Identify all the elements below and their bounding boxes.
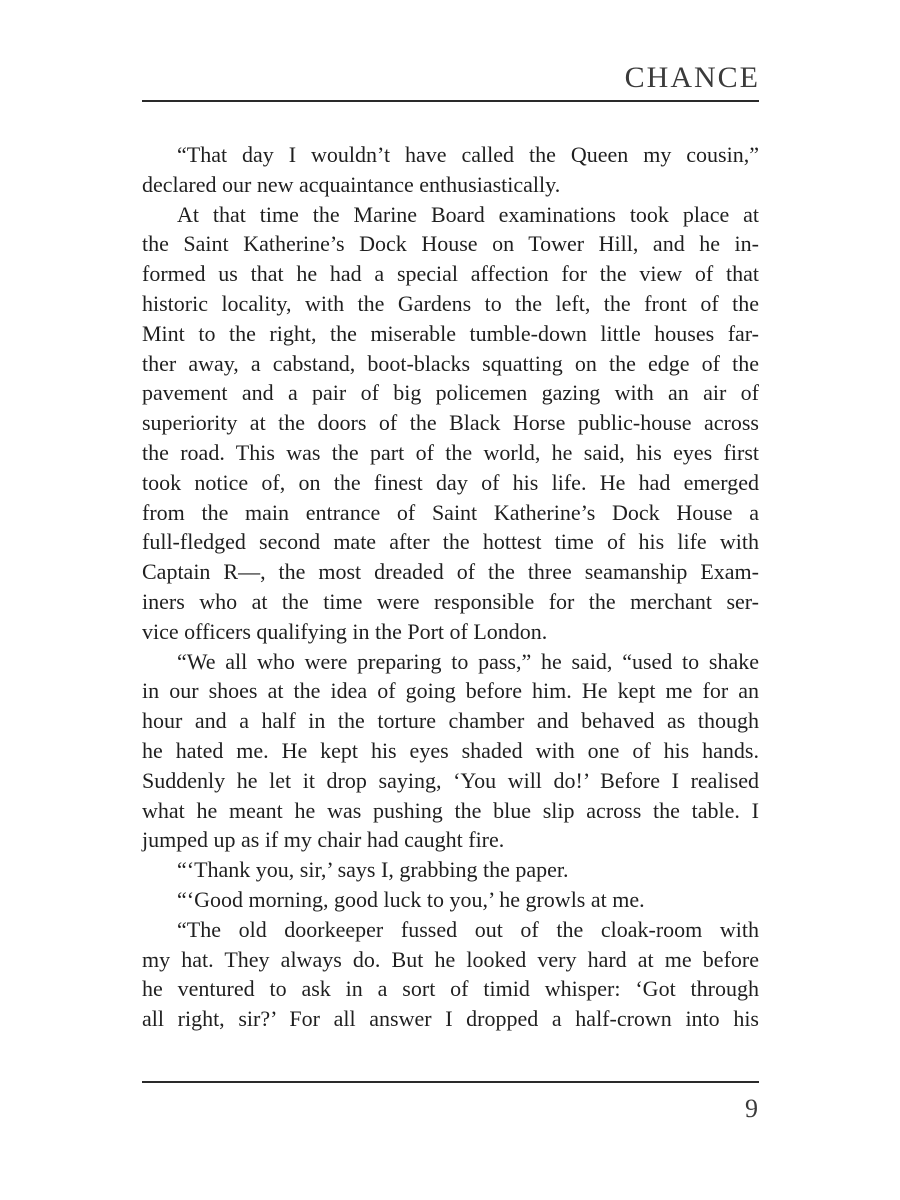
header-rule bbox=[142, 100, 759, 102]
text-line: historic locality, with the Gardens to the left, the front of the bbox=[142, 290, 759, 316]
text-line: from the main entrance of Saint Katherine’s Dock House a bbox=[142, 499, 759, 525]
paragraph bbox=[142, 647, 759, 856]
text-line: superiority at the doors of the Black Horse public-house across bbox=[142, 410, 759, 436]
footer-rule bbox=[142, 1081, 759, 1083]
text-line: declared our new acquaintance enthusiastically. bbox=[142, 171, 561, 197]
text-line: jumped up as if my chair had caught fire. bbox=[142, 827, 505, 853]
text-line: all right, sir?’ For all answer I dropped a half-crown into his bbox=[142, 1006, 759, 1032]
paragraph bbox=[142, 140, 759, 200]
text-line: formed us that he had a special affection for the view of that bbox=[142, 261, 759, 287]
text-line: hour and a half in the torture chamber and behaved as though bbox=[142, 708, 759, 734]
text-line: iners who at the time were responsible for the merchant ser- bbox=[142, 588, 759, 614]
text-line: took notice of, on the finest day of his life. He had emerged bbox=[142, 469, 759, 495]
text-line: the Saint Katherine’s Dock House on Tower Hill, and he in- bbox=[142, 231, 759, 257]
text-line: Mint to the right, the miserable tumble-down little houses far- bbox=[142, 320, 759, 346]
text-line: “‘Thank you, sir,’ says I, grabbing the paper. bbox=[177, 857, 569, 883]
text-line: full-fledged second mate after the hottest time of his life with bbox=[142, 529, 759, 555]
paragraph bbox=[142, 200, 759, 647]
paragraph bbox=[142, 885, 759, 915]
text-line: “‘Good morning, good luck to you,’ he growls at me. bbox=[177, 886, 645, 912]
text-line: Captain R—, the most dreaded of the three seamanship Exam- bbox=[142, 559, 759, 585]
text-line: “We all who were preparing to pass,” he said, “used to shake bbox=[177, 648, 759, 674]
text-line: vice officers qualifying in the Port of London. bbox=[142, 618, 548, 644]
running-head: CHANCE bbox=[624, 61, 760, 94]
text-line: my hat. They always do. But he looked very hard at me before bbox=[142, 946, 759, 972]
text-line: “The old doorkeeper fussed out of the cloak-room with bbox=[177, 916, 759, 942]
text-line: the road. This was the part of the world, he said, his eyes first bbox=[142, 439, 759, 465]
text-line: At that time the Marine Board examinations took place at bbox=[177, 201, 759, 227]
page-number: 9 bbox=[745, 1094, 758, 1123]
text-line: he hated me. He kept his eyes shaded with one of his hands. bbox=[142, 737, 759, 763]
body-text bbox=[142, 140, 759, 1034]
text-line: he ventured to ask in a sort of timid whisper: ‘Got through bbox=[142, 976, 759, 1002]
text-line: ther away, a cabstand, boot-blacks squatting on the edge of the bbox=[142, 350, 759, 376]
text-line: in our shoes at the idea of going before him. He kept me for an bbox=[142, 678, 759, 704]
paragraph bbox=[142, 915, 759, 1034]
text-line: what he meant he was pushing the blue slip across the table. I bbox=[142, 797, 759, 823]
paragraph bbox=[142, 855, 759, 885]
text-line: pavement and a pair of big policemen gazing with an air of bbox=[142, 380, 759, 406]
text-line: Suddenly he let it drop saying, ‘You will do!’ Before I realised bbox=[142, 767, 759, 793]
text-line: “That day I wouldn’t have called the Queen my cousin,” bbox=[177, 142, 759, 167]
